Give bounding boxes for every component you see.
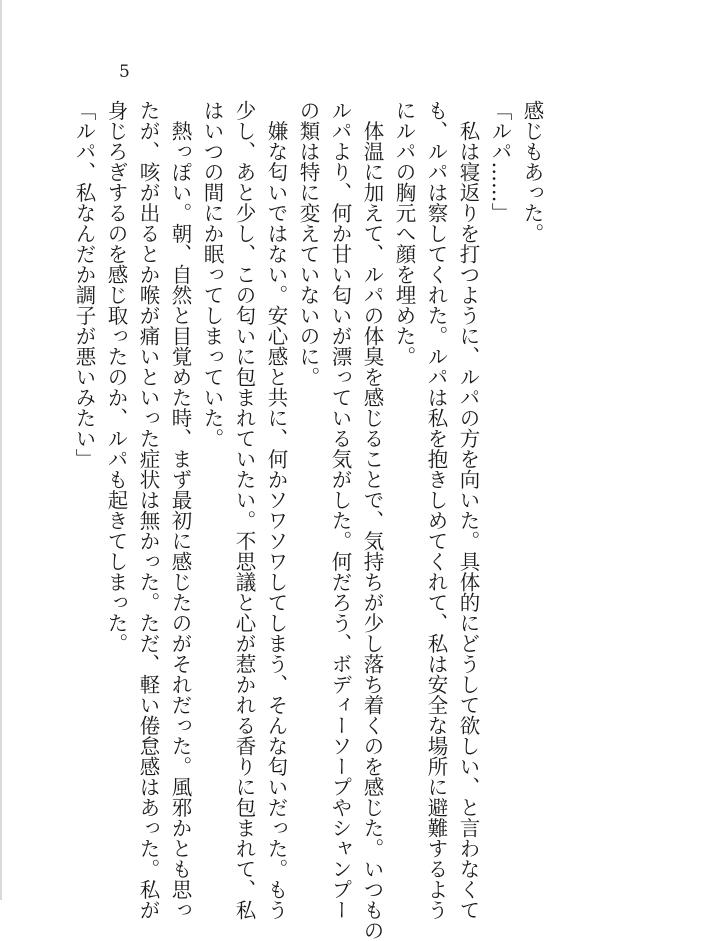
text-line: 「ルパ……」 — [488, 100, 512, 223]
text-line: 私は寝返りを打つように、ルパの方を向いた。具体的にどうして欲しい、と言わなくて — [456, 100, 480, 920]
vertical-text-body — [68, 100, 548, 941]
text-line: 身じろぎするのを感じ取ったのか、ルパも起きてしまった。 — [104, 100, 128, 654]
text-line: ルパより、何か甘い匂いが漂っている気がした。何だろう、ボディーソープやシャンプー — [328, 100, 352, 920]
text-line: 嫌な匂いではない。安心感と共に、何かソワソワしてしまう、そんな匂いだった。もう — [264, 100, 288, 920]
text-line: 感じもあった。 — [520, 100, 544, 244]
text-line: 体温に加えて、ルパの体臭を感じることで、気持ちが少し落ち着くのを感じた。いつもの — [360, 100, 384, 941]
text-line: 少し、あと少し、この匂いに包まれていたい。不思議と心が惹かれる香りに包まれて、私 — [232, 100, 256, 920]
text-line: たが、咳が出るとか喉が痛いといった症状は無かった。ただ、軽い倦怠感はあった。私が — [136, 100, 160, 920]
text-line: にルパの胸元へ顔を埋めた。 — [392, 100, 416, 367]
text-line: 熱っぽい。朝、自然と目覚めた時、まず最初に感じたのがそれだった。風邪かとも思っ — [168, 100, 192, 920]
text-line: 「ルパ、私なんだか調子が悪いみたい」 — [72, 100, 96, 469]
page-number: 5 — [119, 62, 130, 82]
page-edge-line — [0, 0, 2, 900]
text-line: はいつの間にか眠ってしまっていた。 — [200, 100, 224, 449]
text-line: の類は特に変えていないのに。 — [296, 100, 320, 387]
text-line: も、ルパは察してくれた。ルパは私を抱きしめてくれて、私は安全な場所に避難するよう — [424, 100, 448, 920]
